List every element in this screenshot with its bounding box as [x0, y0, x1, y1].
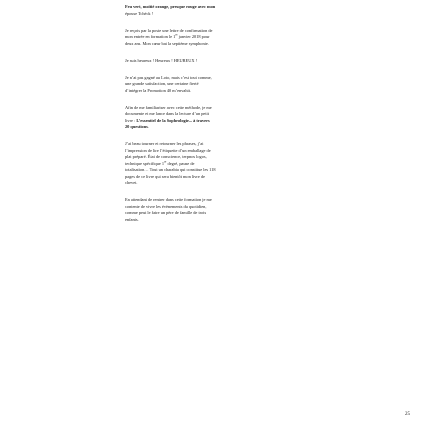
text-segment: .: [147, 124, 149, 129]
text-segment: En attendant de rentrer dans cette formation je me: [125, 197, 212, 202]
text-segment: pages de ce livre qui sera bientôt mon livre de: [125, 173, 205, 179]
text-segment: degré, pause de: [166, 160, 195, 166]
text-line: [125, 180, 353, 187]
paragraph-6: [125, 141, 353, 187]
text-segment: épouse Tchéck !: [125, 10, 154, 16]
text-segment: 20 questions: [125, 124, 148, 129]
page-number: 25: [405, 412, 410, 417]
text-segment: chevet.: [125, 180, 138, 185]
text-segment: Je reçois par la poste une lettre de confirmation de: [125, 27, 213, 33]
text-line: [125, 217, 353, 224]
superscript-text: er: [164, 159, 167, 164]
text-segment: documente et me lance dans la lecture d’un petit: [125, 111, 209, 116]
text-line: [125, 11, 353, 18]
text-segment: une grande satisfaction, une certaine fierté: [125, 81, 199, 86]
superscript-text: er: [175, 32, 178, 37]
text-segment: L’essentiel de la Sophrologie... à travers: [136, 117, 210, 123]
text-segment: Je n’ai pas gagné au Loto, mais c’est tout comme,: [125, 74, 212, 80]
text-segment: plat préparé. État de conscience, terpnos logos,: [125, 154, 207, 159]
text-segment: J’ai beau tourner et retourner les phrases, j’ai: [125, 141, 204, 146]
text-segment: comme peut le faire un père de famille de trois: [125, 210, 207, 215]
text-segment: enfants.: [125, 216, 139, 222]
text-segment: contente de vivre les évènements du quotidien,: [125, 203, 207, 209]
paragraph-4: [125, 75, 353, 95]
text-line: [125, 88, 353, 95]
paragraph-3: [125, 58, 353, 65]
text-segment: l’impression de lire l’étiquette d’un emballage de: [125, 147, 211, 153]
text-segment: mon entrée en formation le 1: [125, 34, 176, 39]
text-line: [125, 124, 353, 131]
text-segment: Afin de me familiariser avec cette méthode, je me: [125, 104, 212, 110]
text-segment: Feu vert, moitié orange, presque rouge avec mon: [125, 4, 216, 9]
paragraph-7: [125, 197, 353, 223]
paragraph-5: [125, 105, 353, 131]
text-segment: Je suis heureux ! Heureux ! HEUREUX !: [125, 57, 198, 63]
text-segment: totalisation… Tout un charabia qui constitue les 118: [125, 167, 216, 172]
text-line: [125, 41, 353, 48]
text-column: [125, 4, 353, 234]
text-segment: technique spécifique 1: [125, 160, 165, 166]
text-segment: janvier 2018 pour: [177, 34, 210, 39]
text-line: [125, 58, 353, 65]
text-segment: deux ans. Mon cœur bat la septième symphonie.: [125, 40, 209, 46]
text-segment: livre :: [125, 117, 137, 123]
paragraph-2: [125, 28, 353, 48]
text-segment: d’intégrer la Promotion 40 m’envahit.: [125, 87, 191, 93]
paragraph-1: [125, 4, 353, 17]
